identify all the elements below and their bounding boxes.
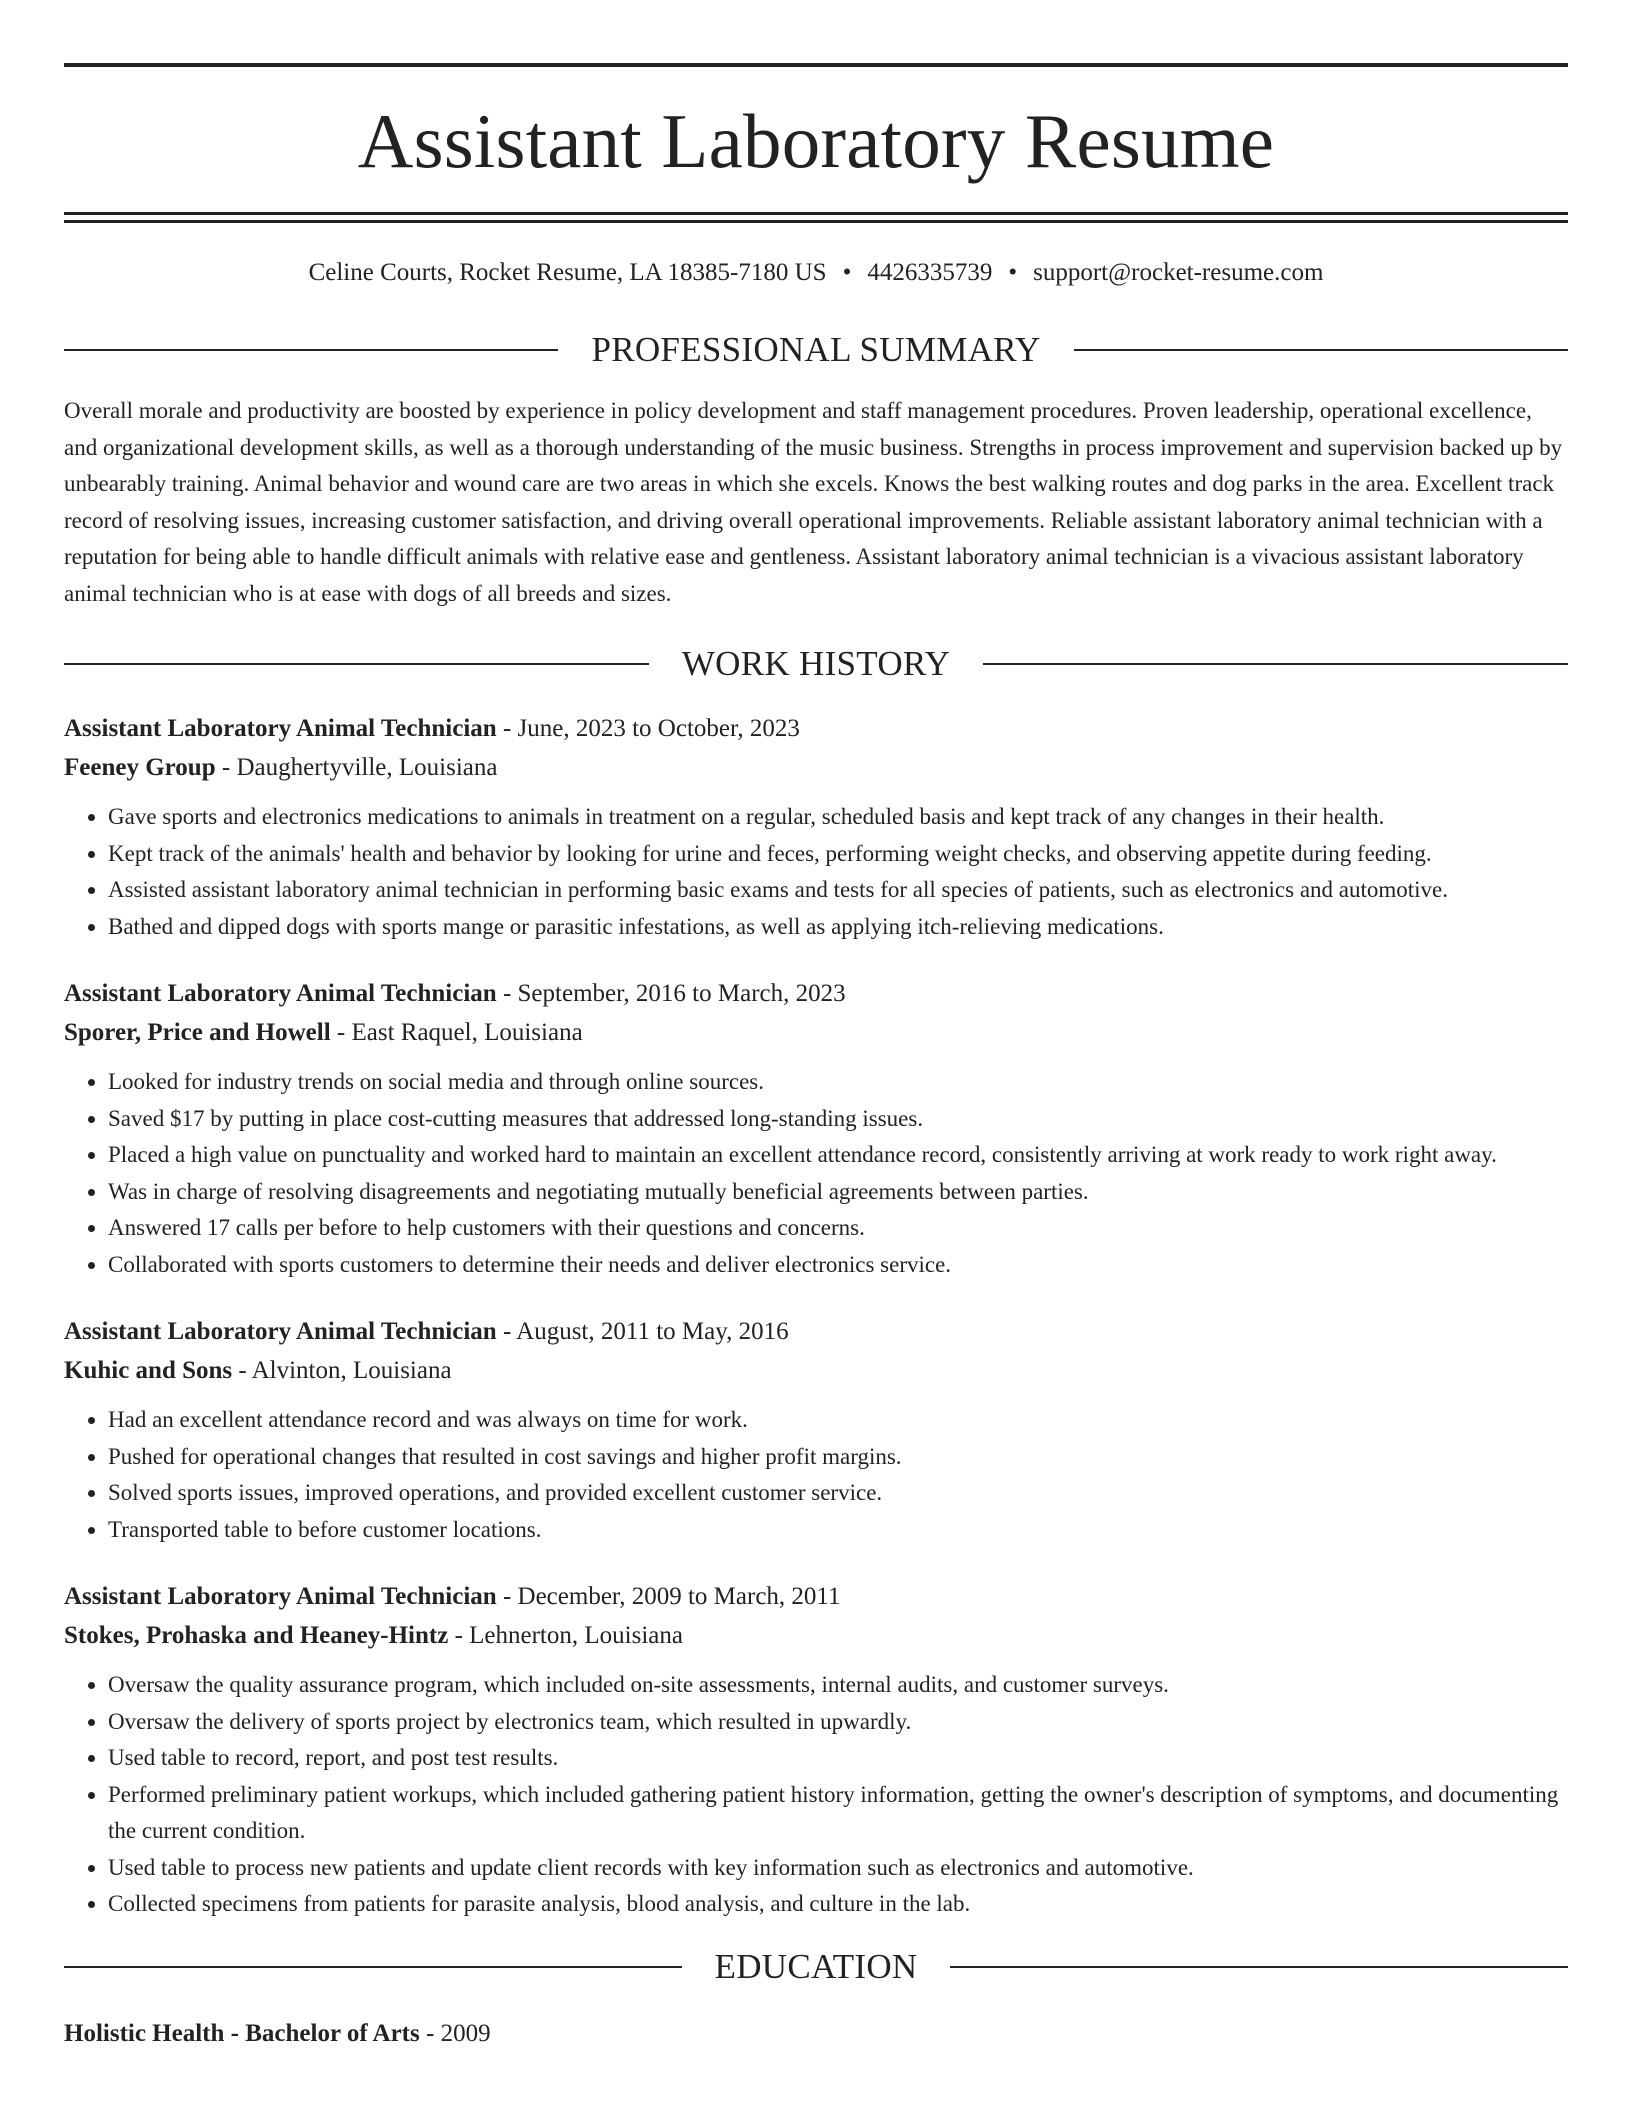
job-bullets (64, 1402, 1568, 1548)
section-heading-education (64, 1947, 1568, 1987)
job-company: Stokes, Prohaska and Heaney-Hintz (64, 1622, 449, 1649)
job-bullet: • Answered 17 calls per before to help customers with their questions and concerns. (108, 1210, 1568, 1247)
contact-address: Celine Courts, Rocket Resume, LA 18385-7180 US (308, 259, 827, 286)
education-entry (64, 2014, 1568, 2053)
summary-paragraph: Overall morale and productivity are boosted by experience in policy development and staff management procedures. Proven leadership, operational excellence, and organizational development skills, as well as a thorough understanding of the music business. Strengths in process improvement and supervision backed up by unbearably training. Animal behavior and wound care are two areas in which she excels. Knows the best walking routes and dog parks in the area. Excellent track record of resolving issues, increasing customer satisfaction, and driving overall operational improvements. Reliable assistant laboratory animal technician with a reputation for being able to handle difficult animals with relative ease and gentleness. Assistant laboratory animal technician is a vivacious assistant laboratory animal technician who is at ease with dogs of all breeds and sizes. (64, 398, 1563, 606)
job-bullet: • Oversaw the quality assurance program, which included on-site assessments, internal audits, and customer surveys. (108, 1667, 1568, 1704)
section-heading-work-history (64, 644, 1568, 684)
job-company-line (64, 1351, 1568, 1390)
job-bullet: • Was in charge of resolving disagreements and negotiating mutually beneficial agreements between parties. (108, 1174, 1568, 1211)
job-bullet: • Gave sports and electronics medications to animals in treatment on a regular, scheduled basis and kept track of any changes in their health. (108, 799, 1568, 836)
job-title: Assistant Laboratory Animal Technician (64, 980, 497, 1007)
job-location: - Lehnerton, Louisiana (448, 1622, 683, 1649)
heading-rule-left (64, 349, 558, 351)
job-bullet: • Collected specimens from patients for parasite analysis, blood analysis, and culture in the lab. (108, 1886, 1568, 1923)
job-entry (64, 974, 1568, 1283)
job-company: Feeney Group (64, 754, 216, 781)
job-entry (64, 1577, 1568, 1923)
job-bullet: • Pushed for operational changes that resulted in cost savings and higher profit margins. (108, 1439, 1568, 1476)
job-bullet: • Placed a high value on punctuality and worked hard to maintain an excellent attendance record, consistently arriving at work ready to work right away. (108, 1137, 1568, 1174)
job-bullet: • Looked for industry trends on social media and through online sources. (108, 1064, 1568, 1101)
job-bullet: • Assisted assistant laboratory animal technician in performing basic exams and tests for all species of patients, such as electronics and automotive. (108, 872, 1568, 909)
job-company-line (64, 1616, 1568, 1655)
job-title-line (64, 974, 1568, 1013)
top-rule (64, 63, 1568, 67)
contact-line (64, 258, 1568, 288)
job-company-line (64, 748, 1568, 787)
heading-rule-left (64, 663, 649, 665)
job-company: Sporer, Price and Howell (64, 1019, 331, 1046)
job-company-line (64, 1013, 1568, 1052)
contact-phone: 4426335739 (867, 259, 993, 286)
job-bullet: • Transported table to before customer locations. (108, 1512, 1568, 1549)
job-bullet: • Kept track of the animals' health and behavior by looking for urine and feces, performing weight checks, and observing appetite during feeding. (108, 836, 1568, 873)
job-title-line (64, 1577, 1568, 1616)
section-title: EDUCATION (714, 1946, 918, 1986)
section-title: WORK HISTORY (681, 644, 951, 683)
job-title: Assistant Laboratory Animal Technician (64, 1583, 497, 1610)
job-bullet: • Bathed and dipped dogs with sports mange or parasitic infestations, as well as applying itch-relieving medications. (108, 909, 1568, 946)
heading-rule-right (950, 1966, 1568, 1968)
job-bullet: • Collaborated with sports customers to determine their needs and deliver electronics service. (108, 1247, 1568, 1284)
job-entry (64, 709, 1568, 945)
heading-rule-right (983, 663, 1568, 665)
job-bullet: • Performed preliminary patient workups, which included gathering patient history information, getting the owner's description of symptoms, and documenting the current condition. (108, 1777, 1568, 1850)
job-location: - Alvinton, Louisiana (232, 1357, 452, 1384)
job-dates: - September, 2016 to March, 2023 (496, 980, 846, 1007)
job-bullet: • Solved sports issues, improved operations, and provided excellent customer service. (108, 1475, 1568, 1512)
job-title: Assistant Laboratory Animal Technician (64, 1318, 497, 1345)
job-bullets (64, 1064, 1568, 1283)
job-company: Kuhic and Sons (64, 1357, 233, 1384)
contact-email: support@rocket-resume.com (1033, 259, 1324, 286)
contact-separator: • (1008, 259, 1018, 286)
education-year: - 2009 (419, 2019, 491, 2047)
job-title-line (64, 709, 1568, 748)
job-bullets (64, 1667, 1568, 1923)
section-title: PROFESSIONAL SUMMARY (591, 330, 1041, 369)
job-entry (64, 1312, 1568, 1548)
job-location: - Daughertyville, Louisiana (215, 754, 498, 781)
job-dates: - August, 2011 to May, 2016 (496, 1318, 789, 1345)
job-bullet: • Used table to record, report, and post test results. (108, 1740, 1568, 1777)
job-bullets (64, 799, 1568, 945)
education-degree: Holistic Health - Bachelor of Arts (64, 2019, 420, 2047)
heading-rule-left (64, 1966, 682, 1968)
contact-separator: • (842, 259, 852, 286)
job-title: Assistant Laboratory Animal Technician (64, 715, 497, 742)
resume-page (64, 0, 1568, 2053)
title-double-rule (64, 212, 1568, 223)
job-dates: - June, 2023 to October, 2023 (496, 715, 800, 742)
page-title: Assistant Laboratory Resume (357, 98, 1275, 184)
job-location: - East Raquel, Louisiana (330, 1019, 583, 1046)
job-dates: - December, 2009 to March, 2011 (496, 1583, 841, 1610)
job-title-line (64, 1312, 1568, 1351)
heading-rule-right (1074, 349, 1568, 351)
job-bullet: • Used table to process new patients and update client records with key information such as electronics and automotive. (108, 1850, 1568, 1887)
section-heading-summary (64, 330, 1568, 370)
job-bullet: • Saved $17 by putting in place cost-cutting measures that addressed long-standing issues. (108, 1101, 1568, 1138)
job-bullet: • Had an excellent attendance record and was always on time for work. (108, 1402, 1568, 1439)
job-bullet: • Oversaw the delivery of sports project by electronics team, which resulted in upwardly. (108, 1704, 1568, 1741)
